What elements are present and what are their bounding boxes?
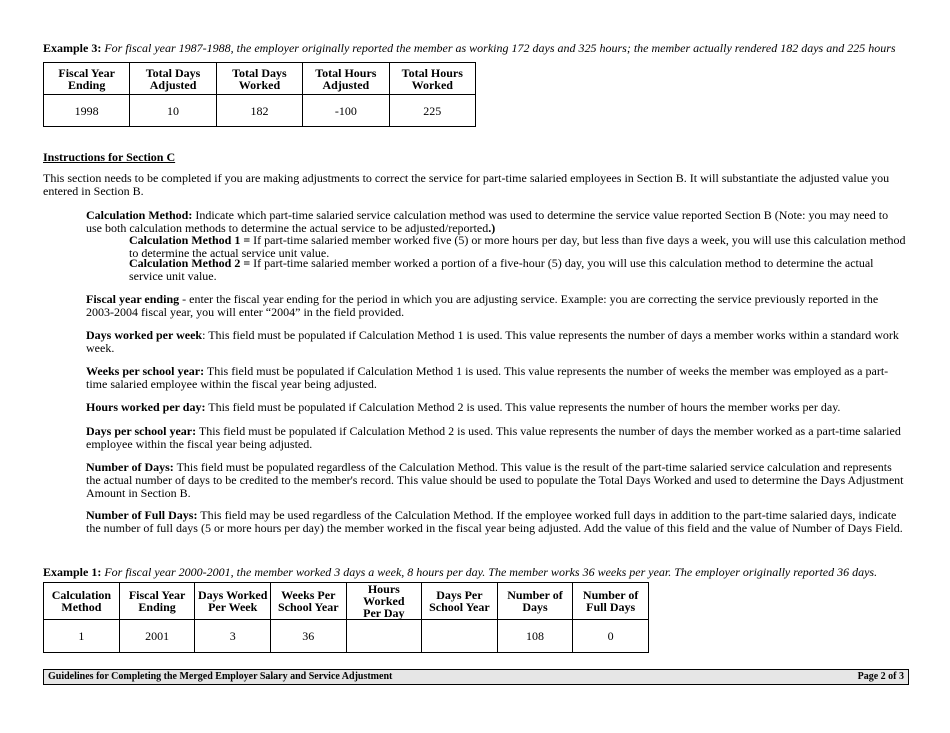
example1-text: For fiscal year 2000-2001, the member worked 3 days a week, 8 hours per day. The member works 36 weeks per year. The employer originally reported 36 days.: [104, 565, 878, 579]
footer-title: Guidelines for Completing the Merged Employer Salary and Service Adjustment: [48, 671, 393, 682]
example1-header: Number of Full Days: [573, 583, 649, 620]
section-c-intro: This section needs to be completed if you are making adjustments to correct the service for part-time salaried employees in Section B. It will substantiate the adjusted value you entered in Section B.: [43, 171, 890, 198]
method2-paragraph: Calculation Method 2 = If part-time salaried member worked a portion of a five-hour (5) day, you will use this calculation method to determine the actual service unit value.: [129, 256, 874, 283]
example1-header: Calculation Method: [44, 583, 120, 620]
example1-cell: 0: [573, 620, 649, 653]
example1-header: Days Worked Per Week: [195, 583, 271, 620]
section-c-heading: Instructions for Section C: [43, 150, 176, 164]
example3-header: Total Hours Worked: [389, 63, 475, 95]
example3-label: Example 3:: [43, 41, 102, 55]
field-days-worked-per-week: Days worked per week: This field must be populated if Calculation Method 1 is used. This value represents the number of days a member works within a standard work week.: [86, 328, 899, 355]
example1-header: Fiscal Year Ending: [119, 583, 195, 620]
example1-header: Hours Worked Per Day: [346, 583, 422, 620]
field-fiscal-year-ending: Fiscal year ending - enter the fiscal year ending for the period in which you are adjusting service. Example: you are correcting the service previously reported in the 2003-2004 fiscal year, you will enter “2004” in the field provided.: [86, 292, 879, 319]
field-days-per-school-year: Days per school year: This field must be populated if Calculation Method 2 is used. This value represents the number of days the member worked as a part-time salaried employee within the fiscal year being adjusted.: [86, 424, 901, 451]
example3-cell: 225: [389, 95, 475, 127]
field-hours-worked-per-day: Hours worked per day: This field must be populated if Calculation Method 2 is used. This value represents the number of hours the member works per day.: [86, 400, 841, 414]
example3-cell: 1998: [44, 95, 130, 127]
field-number-of-full-days: Number of Full Days: This field may be used regardless of the Calculation Method. If the employee worked full days in addition to the part-time salaried days, indicate the number of full days (5 or more hours per day) the member worked in the fiscal year being adjusted. Add the value of this field and the value of Number of Days Field.: [86, 508, 903, 535]
example3-cell: 10: [130, 95, 216, 127]
example3-header: Total Hours Adjusted: [303, 63, 389, 95]
footer-bar: [43, 669, 909, 685]
example3-line: [43, 42, 923, 55]
example1-cell: 108: [497, 620, 573, 653]
method1-paragraph: Calculation Method 1 = If part-time salaried member worked five (5) or more hours per day, but less than five days a week, you will use this calculation method to determine the actual service unit value.: [129, 233, 906, 260]
example1-cell: [346, 620, 422, 653]
example1-cell: 3: [195, 620, 271, 653]
example3-header: Total Days Adjusted: [130, 63, 216, 95]
example3-header: Total Days Worked: [216, 63, 302, 95]
example1-header: Weeks Per School Year: [271, 583, 347, 620]
example1-cell: 36: [271, 620, 347, 653]
field-weeks-per-school-year: Weeks per school year: This field must be populated if Calculation Method 1 is used. This value represents the number of weeks the member was employed as a part-time salaried employee within the fiscal year being adjusted.: [86, 364, 889, 391]
example1-table: [43, 582, 649, 653]
example1-cell: [422, 620, 498, 653]
example1-cell: 2001: [119, 620, 195, 653]
example3-table: [43, 62, 476, 127]
example1-cell: 1: [44, 620, 120, 653]
calc-method-paragraph: Calculation Method: Indicate which part-time salaried service calculation method was used to determine the service value reported Section B (Note: you may need to use both calculation methods to determine the actual service to be adjusted/reported.): [86, 208, 889, 235]
example3-cell: 182: [216, 95, 302, 127]
example3-header: Fiscal Year Ending: [44, 63, 130, 95]
page-number: Page 2 of 3: [857, 671, 904, 682]
example1-header: Days Per School Year: [422, 583, 498, 620]
example3-text: For fiscal year 1987-1988, the employer originally reported the member as working 172 days and 325 hours; the member actually rendered 182 days and 225 hours: [104, 41, 896, 55]
example1-label: Example 1:: [43, 565, 102, 579]
example1-line: [43, 566, 923, 579]
example3-cell: -100: [303, 95, 389, 127]
field-number-of-days: Number of Days: This field must be populated regardless of the Calculation Method. This value is the result of the part-time salaried service calculation and represents the actual number of days to be credited to the member's record. This value should be used to populate the Total Days Worked and used to determine the Days Adjustment Amount in Section B.: [86, 460, 904, 500]
example1-header: Number of Days: [497, 583, 573, 620]
